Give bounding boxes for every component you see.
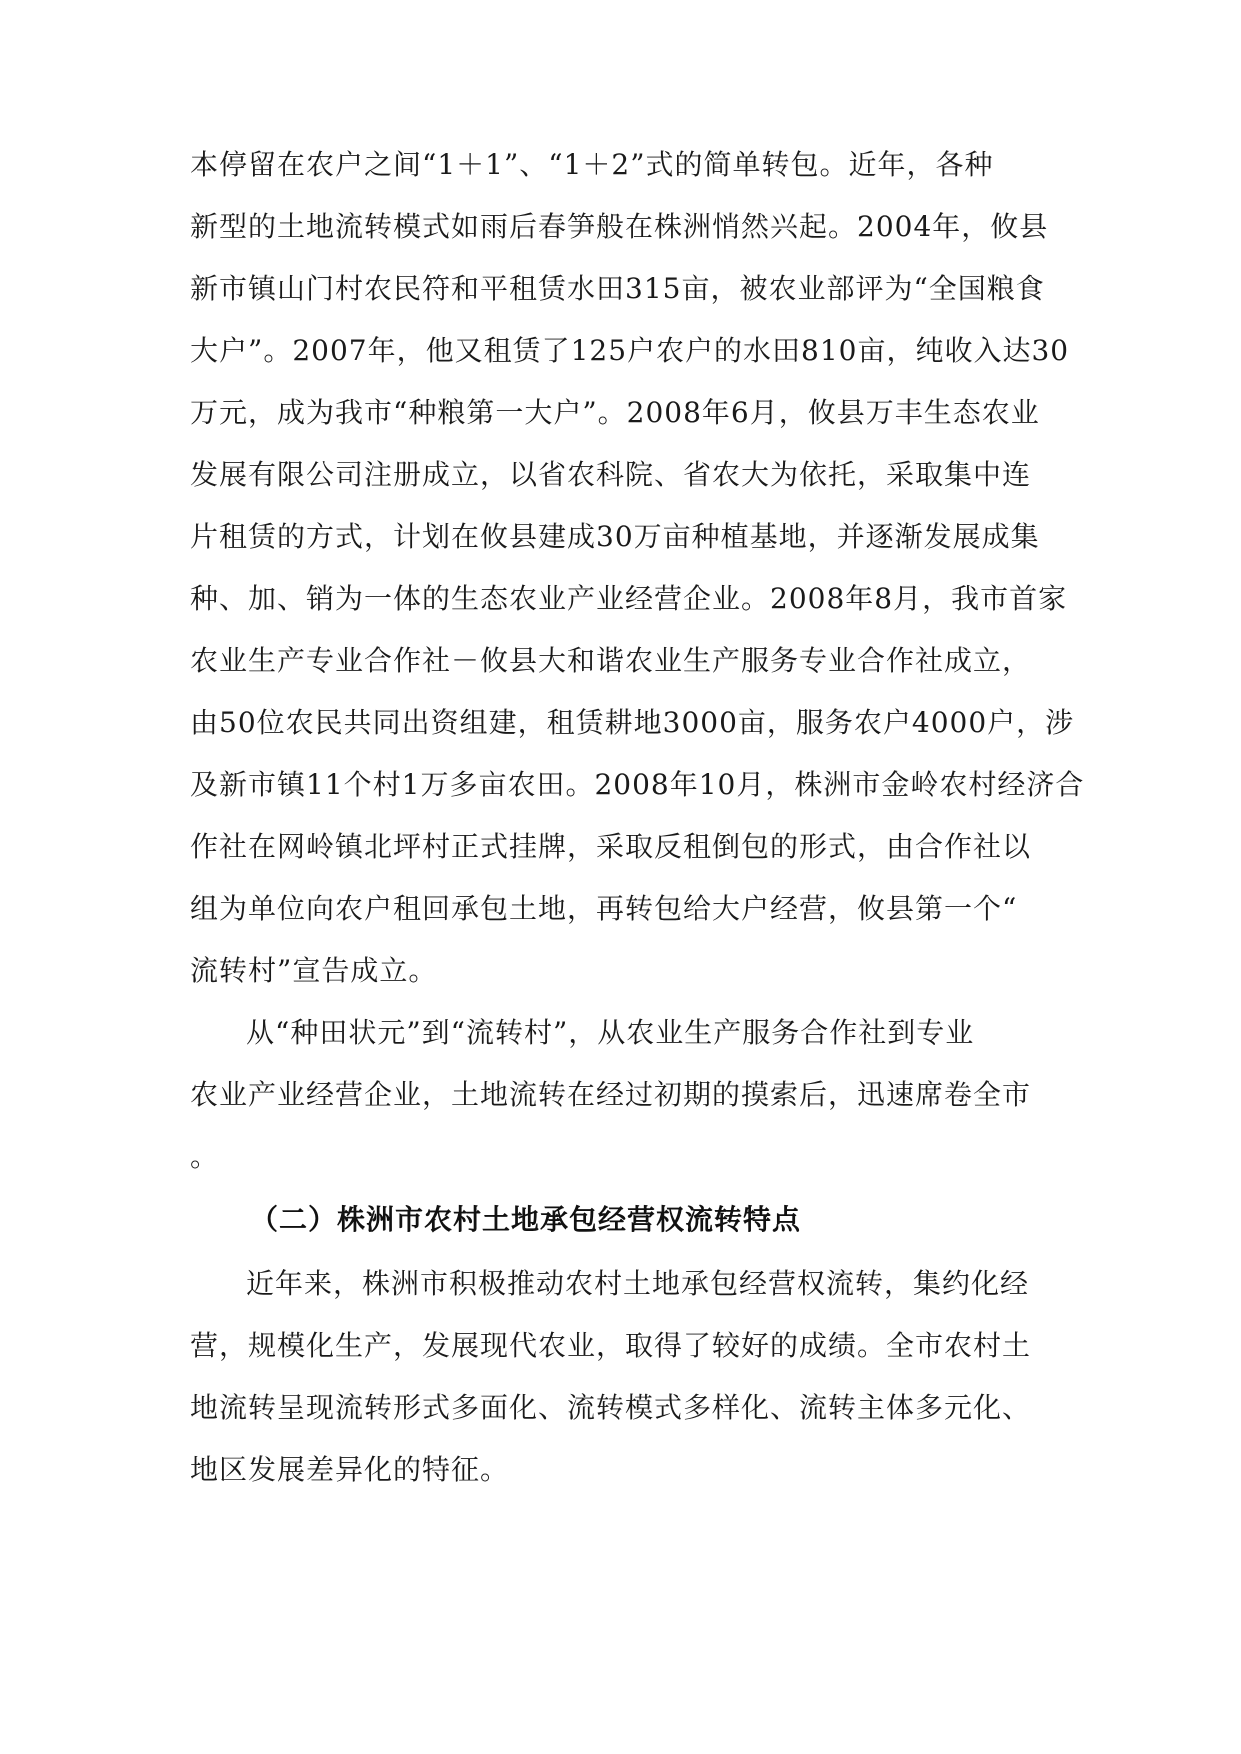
paragraph1-line-9: 农业生产专业合作社－攸县大和谐农业生产服务专业合作社成立，: [190, 644, 1032, 677]
paragraph2-line-3: 。: [190, 1140, 220, 1173]
paragraph1-line-10: 由50位农民共同出资组建，租赁耕地3000亩，服务农户4000户，涉: [190, 706, 1075, 739]
paragraph2-line-1: 从“种田状元”到“流转村”，从农业生产服务合作社到专业: [246, 1016, 975, 1049]
paragraph1-line-12: 作社在网岭镇北坪村正式挂牌，采取反租倒包的形式，由合作社以: [190, 830, 1032, 863]
paragraph1-line-13: 组为单位向农户租回承包土地，再转包给大户经营，攸县第一个“: [190, 892, 1018, 925]
paragraph1-line-11: 及新市镇11个村1万多亩农田。2008年10月，株洲市金岭农村经济合: [190, 768, 1085, 801]
paragraph1-line-6: 发展有限公司注册成立，以省农科院、省农大为依托，采取集中连: [190, 458, 1032, 491]
paragraph1-line-8: 种、加、销为一体的生态农业产业经营企业。2008年8月，我市首家: [190, 582, 1068, 615]
paragraph1-line-14: 流转村”宣告成立。: [190, 954, 438, 987]
paragraph1-line-5: 万元，成为我市“种粮第一大户”。2008年6月，攸县万丰生态农业: [190, 396, 1040, 429]
paragraph3-line-4: 地区发展差异化的特征。: [190, 1453, 510, 1486]
paragraph2-line-2: 农业产业经营企业，土地流转在经过初期的摸索后，迅速席卷全市: [190, 1078, 1032, 1111]
paragraph3-line-1: 近年来，株洲市积极推动农村土地承包经营权流转，集约化经: [246, 1267, 1030, 1300]
section-heading: （二）株洲市农村土地承包经营权流转特点: [250, 1203, 802, 1236]
paragraph1-line-7: 片租赁的方式，计划在攸县建成30万亩种植基地，并逐渐发展成集: [190, 520, 1040, 553]
paragraph1-line-3: 新市镇山门村农民符和平租赁水田315亩，被农业部评为“全国粮食: [190, 272, 1045, 305]
paragraph1-line-2: 新型的土地流转模式如雨后春笋般在株洲悄然兴起。2004年，攸县: [190, 210, 1049, 243]
document-body: [190, 0, 1085, 1754]
paragraph3-line-3: 地流转呈现流转形式多面化、流转模式多样化、流转主体多元化、: [190, 1391, 1032, 1424]
paragraph3-line-2: 营，规模化生产，发展现代农业，取得了较好的成绩。全市农村土: [190, 1329, 1032, 1362]
paragraph1-line-1: 本停留在农户之间“1＋1”、“1＋2”式的简单转包。近年，各种: [190, 148, 994, 181]
paragraph1-line-4: 大户”。2007年，他又租赁了125户农户的水田810亩，纯收入达30: [190, 334, 1070, 367]
